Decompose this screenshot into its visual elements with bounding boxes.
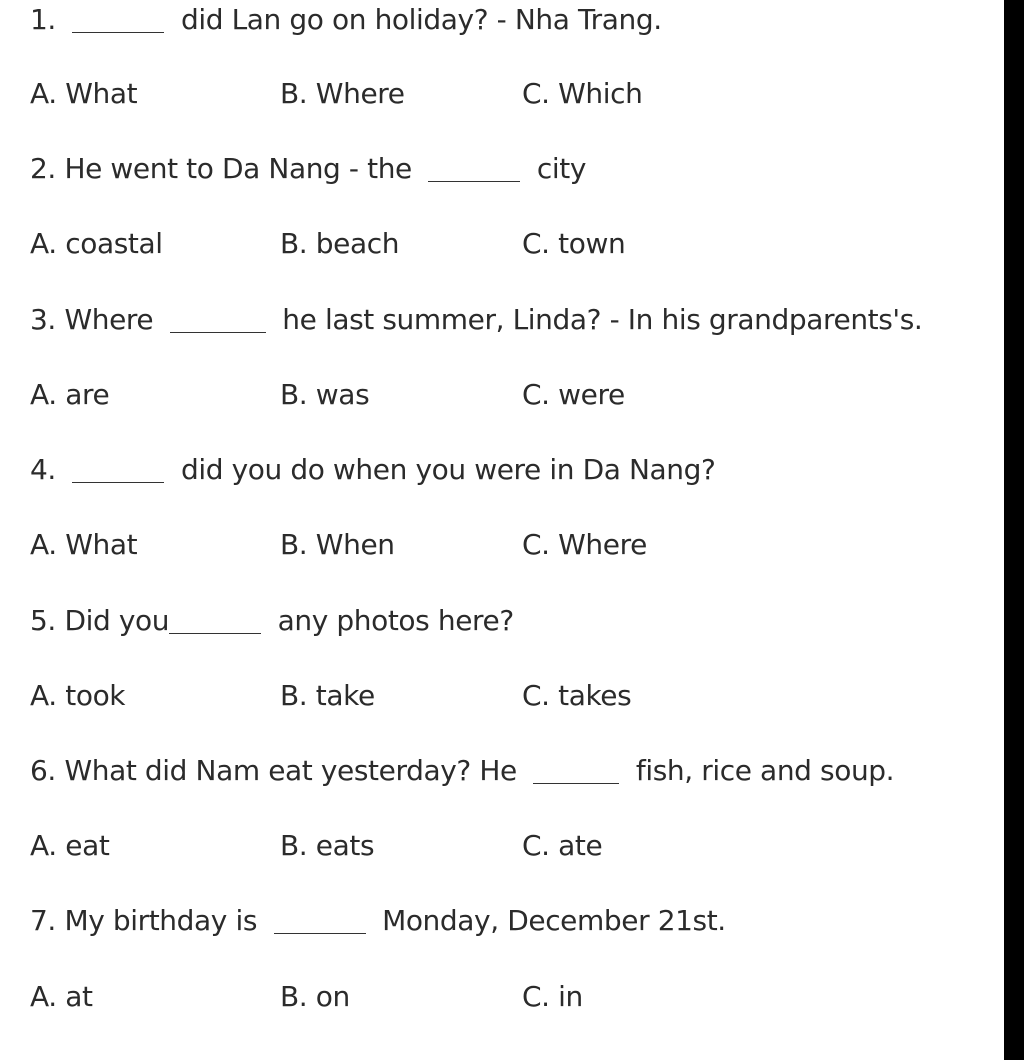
question-text-after: fish, rice and soup. bbox=[635, 754, 895, 787]
question-3 bbox=[30, 300, 922, 340]
question-text-after: he last summer, Linda? - In his grandparents's. bbox=[282, 303, 923, 336]
option-c: C. were bbox=[522, 378, 625, 411]
option-a: A. are bbox=[30, 378, 110, 411]
question-text-before: Where bbox=[64, 303, 154, 336]
question-number: 2. bbox=[30, 152, 56, 185]
answer-blank bbox=[533, 755, 619, 784]
answer-blank bbox=[72, 4, 164, 33]
option-b: B. Where bbox=[280, 77, 405, 110]
option-c: C. takes bbox=[522, 679, 632, 712]
question-number: 7. bbox=[30, 904, 56, 937]
question-text-before: What did Nam eat yesterday? He bbox=[64, 754, 517, 787]
question-number: 4. bbox=[30, 453, 56, 486]
question-text-after: city bbox=[536, 152, 587, 185]
question-text-after: any photos here? bbox=[277, 604, 514, 637]
option-c: C. in bbox=[522, 980, 583, 1013]
option-b: B. take bbox=[280, 679, 375, 712]
option-a: A. at bbox=[30, 980, 93, 1013]
question-5 bbox=[30, 601, 514, 641]
option-a: A. eat bbox=[30, 829, 110, 862]
option-c: C. Where bbox=[522, 528, 647, 561]
answer-blank bbox=[274, 905, 366, 934]
answer-blank bbox=[428, 153, 520, 182]
option-b: B. When bbox=[280, 528, 395, 561]
option-c: C. ate bbox=[522, 829, 603, 862]
question-1 bbox=[30, 0, 662, 40]
option-b: B. on bbox=[280, 980, 350, 1013]
question-number: 6. bbox=[30, 754, 56, 787]
option-b: B. was bbox=[280, 378, 370, 411]
option-c: C. town bbox=[522, 227, 626, 260]
question-7 bbox=[30, 901, 726, 941]
option-b: B. beach bbox=[280, 227, 400, 260]
question-text-after: did you do when you were in Da Nang? bbox=[180, 453, 716, 486]
option-a: A. took bbox=[30, 679, 126, 712]
question-text-before: Did you bbox=[64, 604, 170, 637]
question-text-before: He went to Da Nang - the bbox=[64, 152, 412, 185]
question-number: 3. bbox=[30, 303, 56, 336]
option-c: C. Which bbox=[522, 77, 643, 110]
answer-blank bbox=[170, 304, 266, 333]
option-a: A. What bbox=[30, 528, 138, 561]
option-a: A. What bbox=[30, 77, 138, 110]
question-number: 1. bbox=[30, 3, 56, 36]
question-6 bbox=[30, 751, 894, 791]
question-text-before: My birthday is bbox=[64, 904, 258, 937]
question-2 bbox=[30, 149, 586, 189]
option-a: A. coastal bbox=[30, 227, 163, 260]
question-number: 5. bbox=[30, 604, 56, 637]
option-b: B. eats bbox=[280, 829, 375, 862]
answer-blank bbox=[72, 454, 164, 483]
question-4 bbox=[30, 450, 715, 490]
question-text-after: Monday, December 21st. bbox=[382, 904, 726, 937]
answer-blank bbox=[169, 605, 261, 634]
question-text-after: did Lan go on holiday? - Nha Trang. bbox=[180, 3, 662, 36]
